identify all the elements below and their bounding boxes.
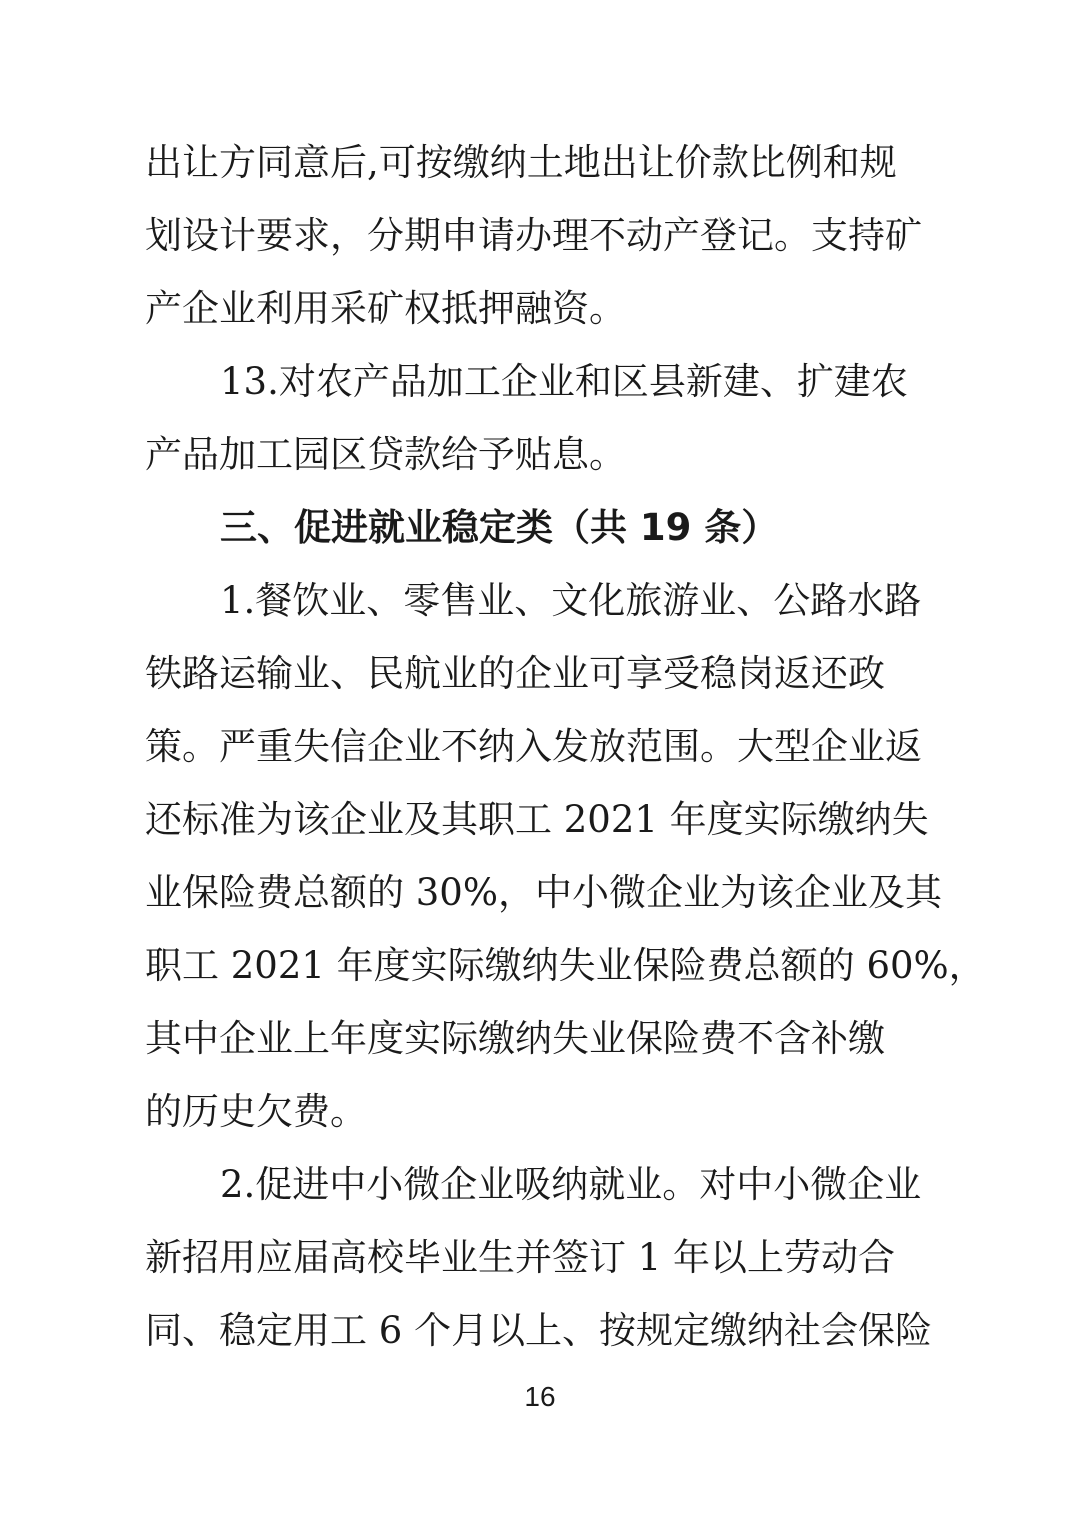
section-heading: 三、促进就业稳定类（共 19 条） (220, 506, 779, 549)
page-number: 16 (524, 1381, 556, 1412)
text-line: 产企业利用采矿权抵押融资。 (145, 287, 626, 330)
text-line: 其中企业上年度实际缴纳失业保险费不含补缴 (145, 1017, 885, 1060)
text-line: 业保险费总额的 30%，中小微企业为该企业及其 (145, 871, 942, 914)
text-line: 还标准为该企业及其职工 2021 年度实际缴纳失 (145, 798, 929, 841)
text-line: 13.对农产品加工企业和区县新建、扩建农 (220, 360, 908, 403)
text-line: 2.促进中小微企业吸纳就业。对中小微企业 (220, 1163, 922, 1206)
text-line: 新招用应届高校毕业生并签订 1 年以上劳动合 (145, 1236, 896, 1279)
text-line: 铁路运输业、民航业的企业可享受稳岗返还政 (145, 652, 885, 695)
text-line: 职工 2021 年度实际缴纳失业保险费总额的 60%， (145, 944, 986, 987)
text-line: 的历史欠费。 (145, 1090, 367, 1133)
text-line: 1.餐饮业、零售业、文化旅游业、公路水路 (220, 579, 922, 622)
text-line: 产品加工园区贷款给予贴息。 (145, 433, 626, 476)
text-line: 划设计要求，分期申请办理不动产登记。支持矿 (145, 214, 922, 257)
text-line: 策。严重失信企业不纳入发放范围。大型企业返 (145, 725, 922, 768)
text-line: 出让方同意后,可按缴纳土地出让价款比例和规 (145, 141, 897, 184)
text-line: 同、稳定用工 6 个月以上、按规定缴纳社会保险 (145, 1309, 933, 1352)
